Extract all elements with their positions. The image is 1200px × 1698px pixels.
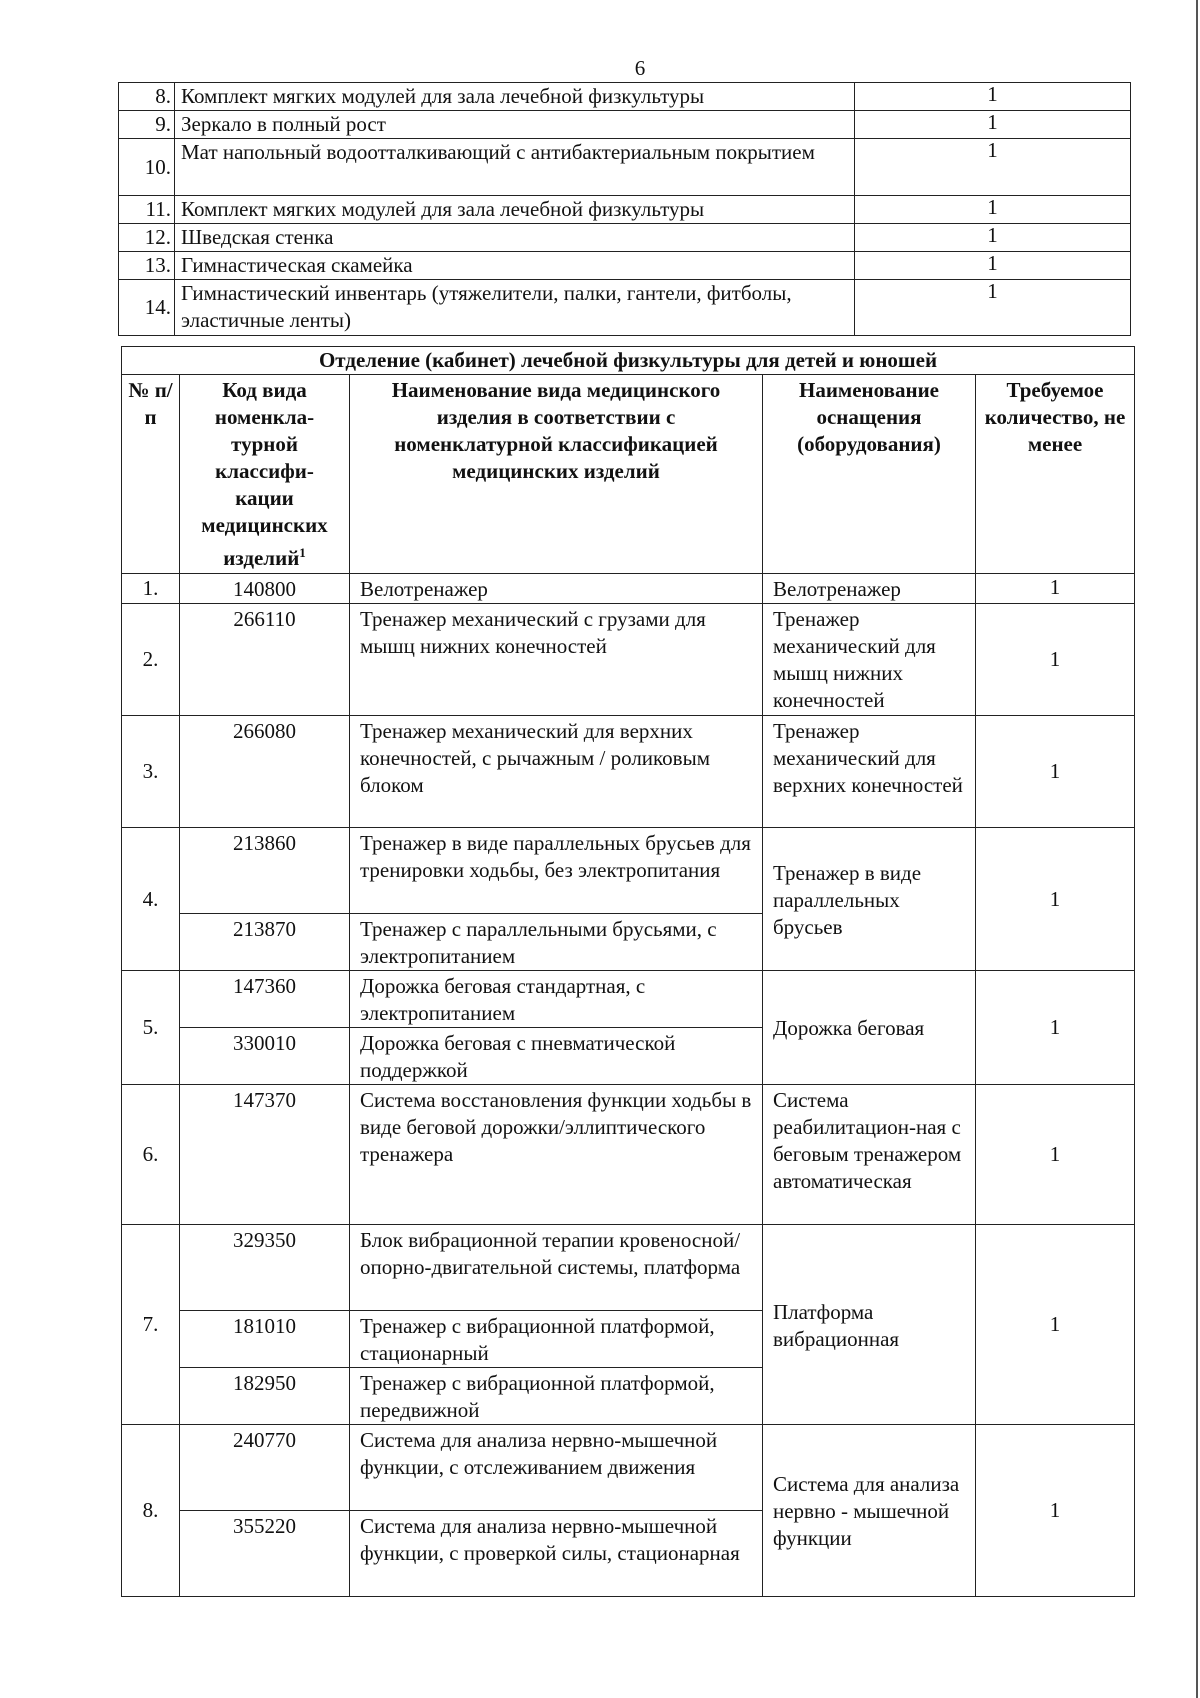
equipment-name: Система для анализа нервно - мышечной функции (763, 1425, 976, 1597)
row-number: 10. (119, 139, 175, 196)
table-row (122, 1085, 1135, 1225)
table-row (122, 828, 1135, 914)
item-description: Велотренажер (350, 574, 763, 604)
row-number: 12. (119, 224, 175, 252)
item-code: 329350 (180, 1225, 350, 1311)
row-number: 8. (119, 83, 175, 111)
equipment-name: Тренажер в виде параллельных брусьев (763, 828, 976, 971)
equipment-table-children (121, 346, 1135, 1597)
item-name: Гимнастический инвентарь (утяжелители, палки, гантели, фитболы, эластичные ленты) (175, 280, 855, 336)
equipment-name: Система реабилитацион-ная с беговым тренажером автоматическая (763, 1085, 976, 1225)
required-quantity: 1 (976, 604, 1135, 716)
table-row (119, 196, 1131, 224)
item-description: Тренажер механический для верхних конечностей, с рычажным / роликовым блоком (350, 716, 763, 828)
row-index: 3. (122, 716, 180, 828)
item-description: Дорожка беговая с пневматической поддержкой (350, 1028, 763, 1085)
equipment-name: Тренажер механический для верхних конечностей (763, 716, 976, 828)
header-code-text: Код вида номенкла-турной классифи-кации медицинских изделий (201, 378, 328, 570)
header-number: № п/п (122, 375, 180, 574)
header-row (122, 375, 1135, 574)
item-code: 181010 (180, 1311, 350, 1368)
item-code: 213870 (180, 914, 350, 971)
table-row (119, 224, 1131, 252)
item-description: Тренажер с вибрационной платформой, стационарный (350, 1311, 763, 1368)
item-code: 147370 (180, 1085, 350, 1225)
table-row (122, 971, 1135, 1028)
equipment-table-continued (118, 82, 1131, 336)
required-quantity: 1 (976, 971, 1135, 1085)
item-name: Мат напольный водоотталкивающий с антибактериальным покрытием (175, 139, 855, 196)
item-code: 240770 (180, 1425, 350, 1511)
table-row (119, 280, 1131, 336)
row-index: 7. (122, 1225, 180, 1425)
scan-edge-line (1196, 0, 1198, 1698)
section-title-row (122, 347, 1135, 375)
item-description: Система для анализа нервно-мышечной функции, с проверкой силы, стационарная (350, 1511, 763, 1597)
item-description: Тренажер механический с грузами для мышц нижних конечностей (350, 604, 763, 716)
row-number: 11. (119, 196, 175, 224)
table-row (119, 111, 1131, 139)
header-equipment: Наименование оснащения (оборудования) (763, 375, 976, 574)
equipment-name: Велотренажер (763, 574, 976, 604)
item-quantity: 1 (855, 196, 1131, 224)
table-row (122, 1425, 1135, 1511)
table-row (119, 83, 1131, 111)
item-description: Тренажер с параллельными брусьями, с электропитанием (350, 914, 763, 971)
table-row (119, 139, 1131, 196)
item-quantity: 1 (855, 83, 1131, 111)
section-title: Отделение (кабинет) лечебной физкультуры для детей и юношей (122, 347, 1135, 375)
equipment-name: Платформа вибрационная (763, 1225, 976, 1425)
item-code: 147360 (180, 971, 350, 1028)
item-quantity: 1 (855, 280, 1131, 336)
footnote-marker: 1 (299, 545, 306, 560)
table-row (122, 1225, 1135, 1311)
row-index: 8. (122, 1425, 180, 1597)
row-index: 6. (122, 1085, 180, 1225)
item-code: 140800 (180, 574, 350, 604)
item-code: 355220 (180, 1511, 350, 1597)
item-description: Блок вибрационной терапии кровеносной/опорно-двигательной системы, платформа (350, 1225, 763, 1311)
table-row (122, 716, 1135, 828)
required-quantity: 1 (976, 716, 1135, 828)
item-quantity: 1 (855, 252, 1131, 280)
row-index: 1. (122, 574, 180, 604)
item-code: 213860 (180, 828, 350, 914)
row-number: 9. (119, 111, 175, 139)
item-description: Система восстановления функции ходьбы в виде беговой дорожки/эллиптического тренажера (350, 1085, 763, 1225)
row-index: 4. (122, 828, 180, 971)
item-name: Шведская стенка (175, 224, 855, 252)
item-name: Комплект мягких модулей для зала лечебной физкультуры (175, 196, 855, 224)
required-quantity: 1 (976, 828, 1135, 971)
item-quantity: 1 (855, 111, 1131, 139)
equipment-name: Тренажер механический для мышц нижних конечностей (763, 604, 976, 716)
required-quantity: 1 (976, 1425, 1135, 1597)
item-code: 266110 (180, 604, 350, 716)
table-row (122, 604, 1135, 716)
required-quantity: 1 (976, 574, 1135, 604)
row-index: 2. (122, 604, 180, 716)
item-description: Система для анализа нервно-мышечной функции, с отслеживанием движения (350, 1425, 763, 1511)
item-name: Гимнастическая скамейка (175, 252, 855, 280)
header-description: Наименование вида медицинского изделия в соответствии с номенклатурной классификацией медицинских изделий (350, 375, 763, 574)
item-name: Зеркало в полный рост (175, 111, 855, 139)
item-description: Тренажер в виде параллельных брусьев для тренировки ходьбы, без электропитания (350, 828, 763, 914)
row-index: 5. (122, 971, 180, 1085)
table-row (119, 252, 1131, 280)
item-code: 182950 (180, 1368, 350, 1425)
page-number: 6 (634, 56, 646, 80)
required-quantity: 1 (976, 1085, 1135, 1225)
item-name: Комплект мягких модулей для зала лечебной физкультуры (175, 83, 855, 111)
item-code: 266080 (180, 716, 350, 828)
header-code (180, 375, 350, 574)
equipment-name: Дорожка беговая (763, 971, 976, 1085)
row-number: 14. (119, 280, 175, 336)
item-description: Дорожка беговая стандартная, с электропитанием (350, 971, 763, 1028)
required-quantity: 1 (976, 1225, 1135, 1425)
item-code: 330010 (180, 1028, 350, 1085)
item-quantity: 1 (855, 224, 1131, 252)
row-number: 13. (119, 252, 175, 280)
item-quantity: 1 (855, 139, 1131, 196)
table-row (122, 574, 1135, 604)
item-description: Тренажер с вибрационной платформой, передвижной (350, 1368, 763, 1425)
header-quantity: Требуемое количество, не менее (976, 375, 1135, 574)
